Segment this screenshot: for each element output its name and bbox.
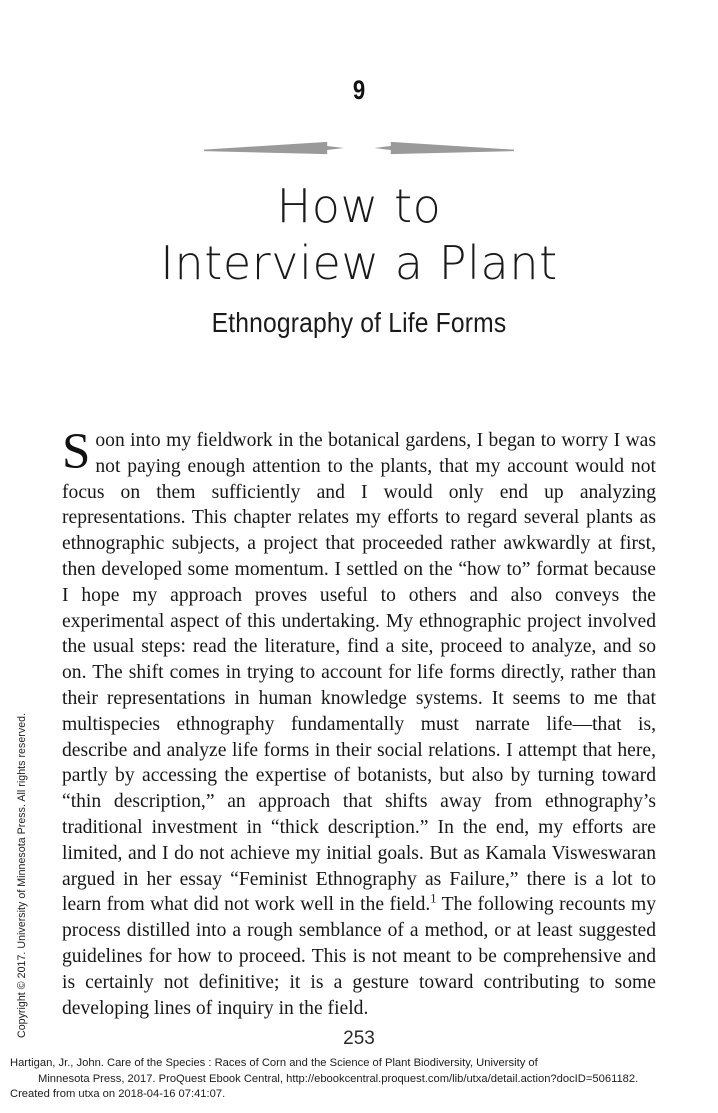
- source-citation: [10, 1056, 710, 1103]
- body-text-area: [62, 424, 657, 1021]
- paragraph-tail-text: The following recounts my process distilled into a rough semblance of a method, or at least suggested guidelines for how to proceed. This is not meant to be comprehensive and is certainly not definitive; it is a gesture toward contributing to some developing lines of inquiry in the field.: [62, 894, 657, 1019]
- paragraph-main-text: oon into my fieldwork in the botanical gardens, I began to worry I was not paying enough attention to the plants, that my account would not focus on them sufficiently and I would only end up analyzing representations. This chapter relates my efforts to regard several plants as ethnographic subjects, a project that proceeded rather awkwardly at first, then developed some momentum. I settled on the “how to” format because I hope my approach proves useful to others and also conveys the experimental aspect of this undertaking. My ethnographic project involved the usual steps: read the literature, find a site, proceed to analyze, and so on. The shift comes in trying to account for life forms directly, rather than their representations in human knowledge systems. It seems to me that multispecies ethnography fundamentally must narrate life—that is, describe and analyze life forms in their social relations. I attempt that here, partly by accessing the expertise of botanists, but also by turning toward “thin description,” an approach that shifts away from ethnography’s traditional investment in “thick description.” In the end, my efforts are limited, and I do not achieve my initial goals. But as Kamala Visweswaran argued in her essay “Feminist Ethnography as Failure,” there is a lot to learn from what did not work well in the field.: [62, 430, 656, 916]
- double-dart-ornament: [0, 134, 718, 162]
- chapter-title-line-2: Interview a Plant: [160, 236, 558, 290]
- page-number: 253: [343, 1028, 375, 1049]
- page-title: [0, 178, 718, 292]
- citation-line-3: Created from utxa on 2018-04-16 07:41:07.: [10, 1088, 226, 1101]
- drop-cap: S: [62, 424, 91, 480]
- chapter-title-line-1: How to: [276, 179, 442, 233]
- chapter-subtitle: Ethnography of Life Forms: [211, 307, 507, 338]
- footnote-reference[interactable]: 1: [430, 891, 437, 906]
- copyright-margin-note: Copyright © 2017. University of Minnesota Press. All rights reserved.: [16, 712, 28, 1038]
- chapter-number: 9: [352, 75, 366, 105]
- citation-line-1: Hartigan, Jr., John. Care of the Species : Races of Corn and the Science of Plant Biodiversity, University of: [10, 1057, 538, 1069]
- citation-line-2: Minnesota Press, 2017. ProQuest Ebook Central, http://ebookcentral.proquest.com/lib/utxa/detail.action?docID=5061182.: [38, 1072, 639, 1085]
- opening-paragraph: [62, 424, 657, 1021]
- dart-left-icon: [204, 141, 344, 155]
- dart-right-icon: [374, 141, 514, 155]
